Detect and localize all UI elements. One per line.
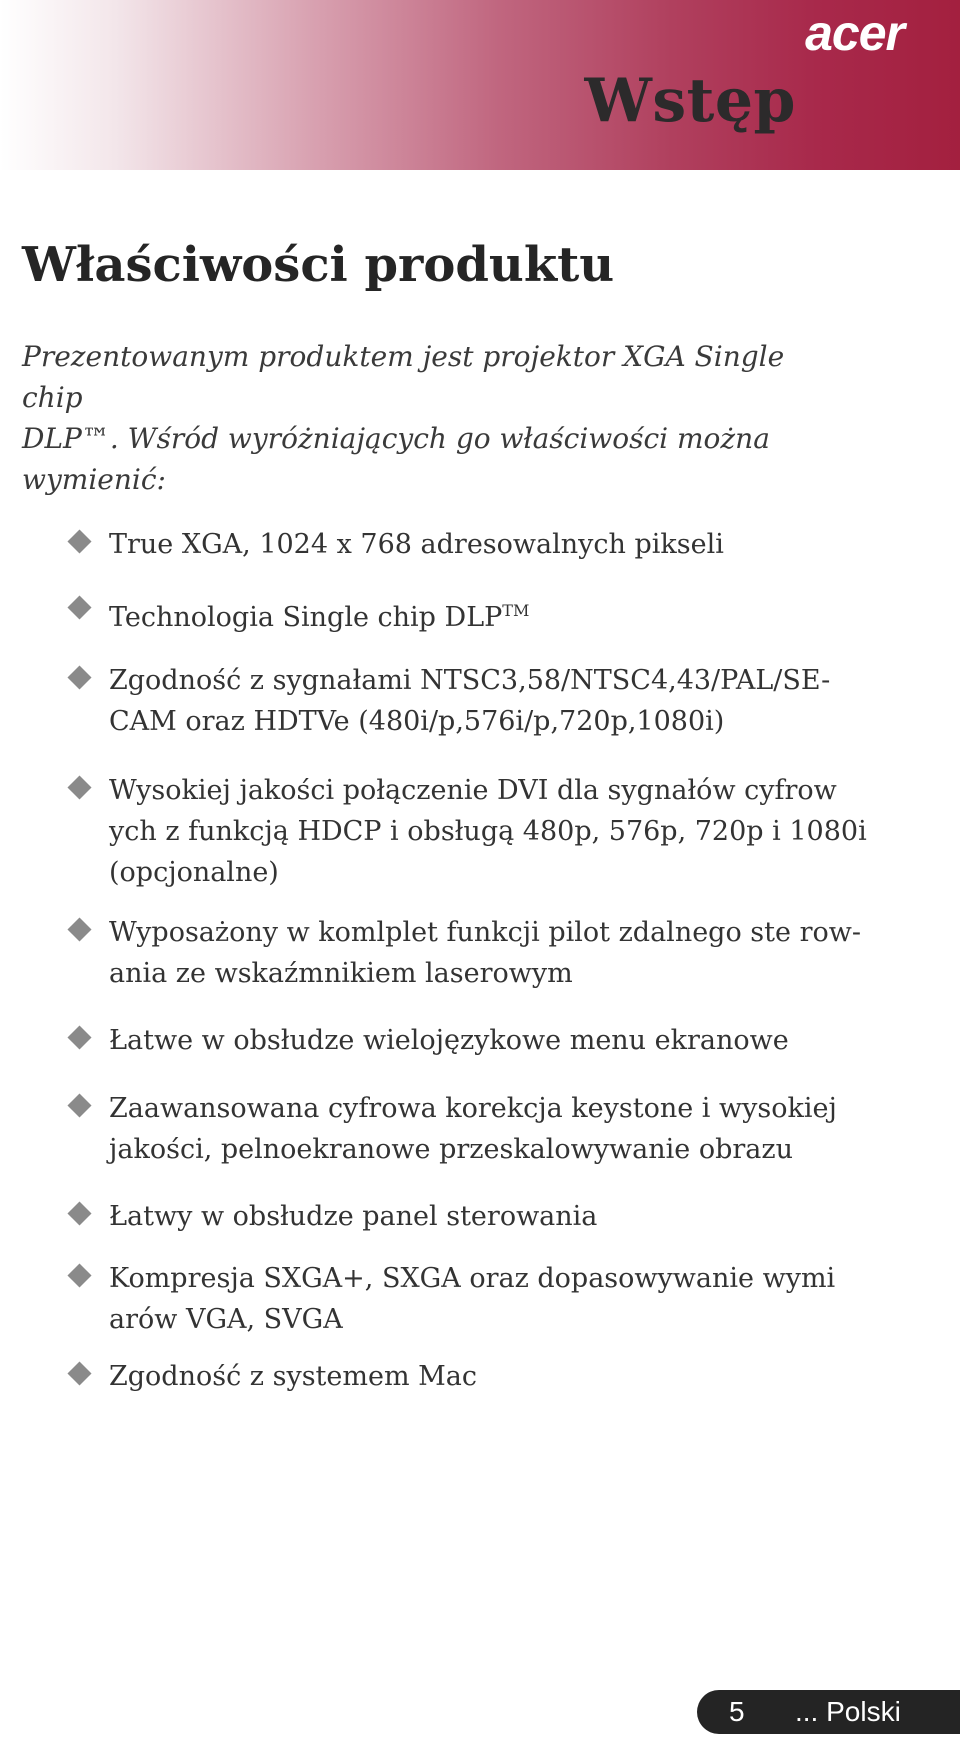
page-number: 5 [729,1696,745,1727]
diamond-bullet-icon [67,1361,91,1385]
diamond-bullet-icon [67,1025,91,1049]
feature-text: Łatwy w obsłudze panel sterowania [109,1201,598,1232]
diamond-bullet-icon [67,1201,91,1225]
section-heading: Właściwości produktu [22,237,615,293]
diamond-bullet-icon [67,1093,91,1117]
page-footer-tab [697,1690,960,1734]
acer-logo: acer [805,5,904,61]
feature-text: True XGA, 1024 x 768 adresowalnych pikseli [109,529,724,560]
chapter-title: Wstęp [584,66,796,136]
feature-text: Łatwe w obsłudze wielojęzykowe menu ekranowe [109,1025,789,1056]
feature-text: Technologia Single chip DLP™ [109,601,530,633]
feature-text: Zgodność z systemem Mac [109,1361,478,1392]
feature-text: Kompresja SXGA+, SXGA oraz dopasowywanie wymi arów VGA, SVGA [109,1263,836,1335]
diamond-bullet-icon [67,917,91,941]
feature-text: Wyposażony w komlplet funkcji pilot zdalnego ste row- ania ze wskaźmnikiem laserowym [109,917,861,989]
page-language: ... Polski [795,1696,901,1727]
intro-line: Prezentowanym produktem jest projektor XGA Single chip [22,340,785,414]
diamond-bullet-icon [67,775,91,799]
feature-text: Zaawansowana cyfrowa korekcja keystone i wysokiej jakości, pelnoekranowe przeskalowywanie obrazu [109,1093,837,1165]
intro-paragraph [22,336,822,500]
trademark-superscript: TM [502,601,530,620]
header-band [0,0,960,170]
intro-line: DLP™. Wśród wyróżniających go właściwości można [22,422,770,455]
intro-line: wymienić: [22,463,166,496]
feature-text: Zgodność z sygnałami NTSC3,58/NTSC4,43/PAL/SE- CAM oraz HDTVe (480i/p,576i/p,720p,1080i) [109,665,831,737]
diamond-bullet-icon [67,1263,91,1287]
diamond-bullet-icon [67,529,91,553]
diamond-bullet-icon [67,665,91,689]
feature-text: Wysokiej jakości połączenie DVI dla sygnałów cyfrow ych z funkcją HDCP i obsługą 480p, 576p, 720p i 1080i (opcjonalne) [109,775,867,888]
diamond-bullet-icon [67,595,91,619]
